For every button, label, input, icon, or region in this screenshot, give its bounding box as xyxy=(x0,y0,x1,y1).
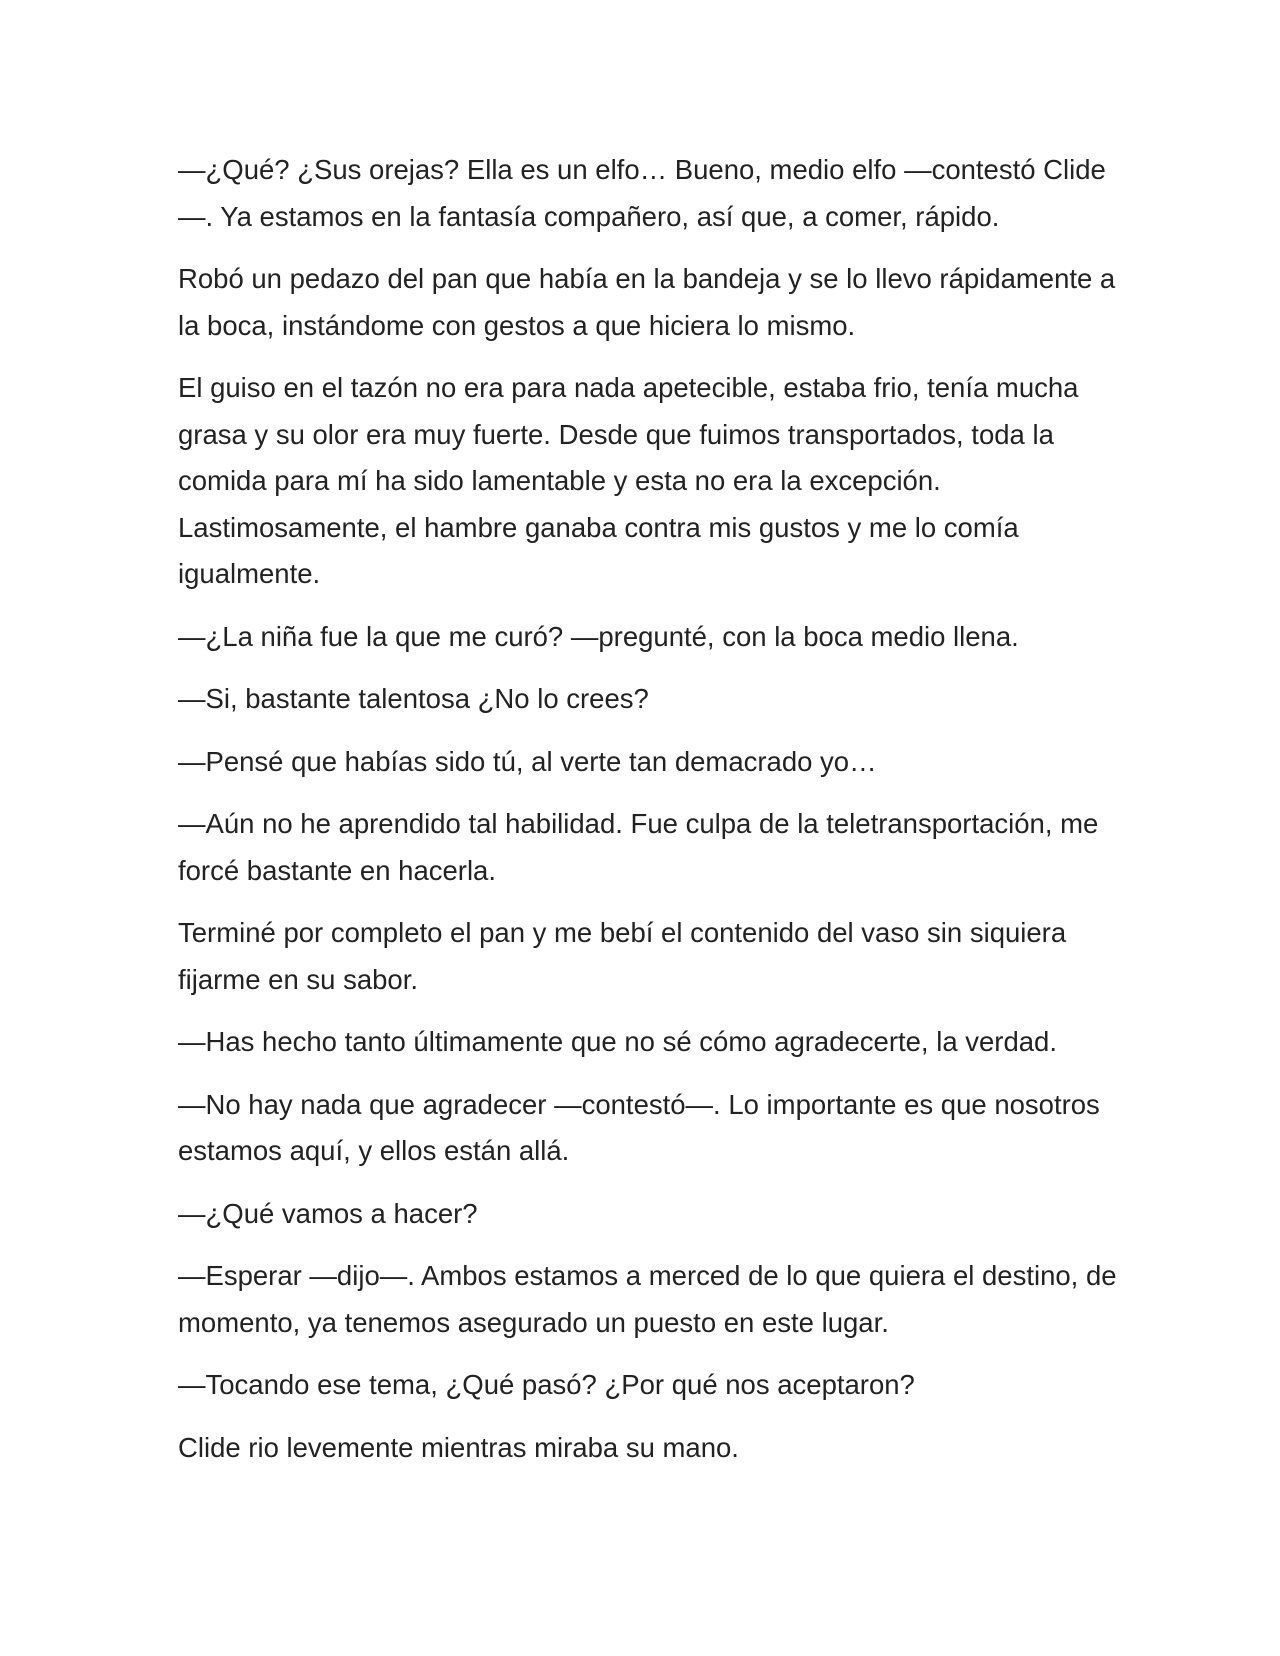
paragraph: Clide rio levemente mientras miraba su mano. xyxy=(178,1431,739,1463)
paragraph: —Has hecho tanto últimamente que no sé cómo agradecerte, la verdad. xyxy=(178,1026,1057,1057)
paragraph: El guiso en el tazón no era para nada apetecible, estaba frio, tenía mucha grasa y su olor era muy fuerte. Desde que fuimos transportados, toda la comida para mí ha sido lamentable y esta no era la excepción. Lastimosamente, el hambre ganaba contra mis gustos y me lo comía igualmente. xyxy=(178,372,1079,589)
document-body xyxy=(178,147,1118,1487)
paragraph: —No hay nada que agradecer —contestó—. Lo importante es que nosotros estamos aquí, y ellos están allá. xyxy=(178,1088,1100,1166)
paragraph: —Aún no he aprendido tal habilidad. Fue culpa de la teletransportación, me forcé bastante en hacerla. xyxy=(178,808,1099,886)
paragraph: —Si, bastante talentosa ¿No lo crees? xyxy=(178,683,649,714)
paragraph: —Esperar —dijo—. Ambos estamos a merced de lo que quiera el destino, de momento, ya tenemos asegurado un puesto en este lugar. xyxy=(178,1260,1117,1338)
paragraph: —¿Qué vamos a hacer? xyxy=(178,1197,478,1229)
paragraph: —¿Qué? ¿Sus orejas? Ella es un elfo… Bueno, medio elfo —contestó Clide—. Ya estamos en la fantasía compañero, así que, a comer, rápido. xyxy=(178,154,1106,232)
paragraph: Terminé por completo el pan y me bebí el contenido del vaso sin siquiera fijarme en su sabor. xyxy=(178,917,1067,995)
paragraph: —¿La niña fue la que me curó? —pregunté, con la boca medio llena. xyxy=(178,620,1019,652)
paragraph: Robó un pedazo del pan que había en la bandeja y se lo llevo rápidamente a la boca, instándome con gestos a que hiciera lo mismo. xyxy=(178,263,1116,341)
paragraph: —Tocando ese tema, ¿Qué pasó? ¿Por qué nos aceptaron? xyxy=(178,1369,915,1400)
paragraph: —Pensé que habías sido tú, al verte tan demacrado yo… xyxy=(178,745,877,777)
